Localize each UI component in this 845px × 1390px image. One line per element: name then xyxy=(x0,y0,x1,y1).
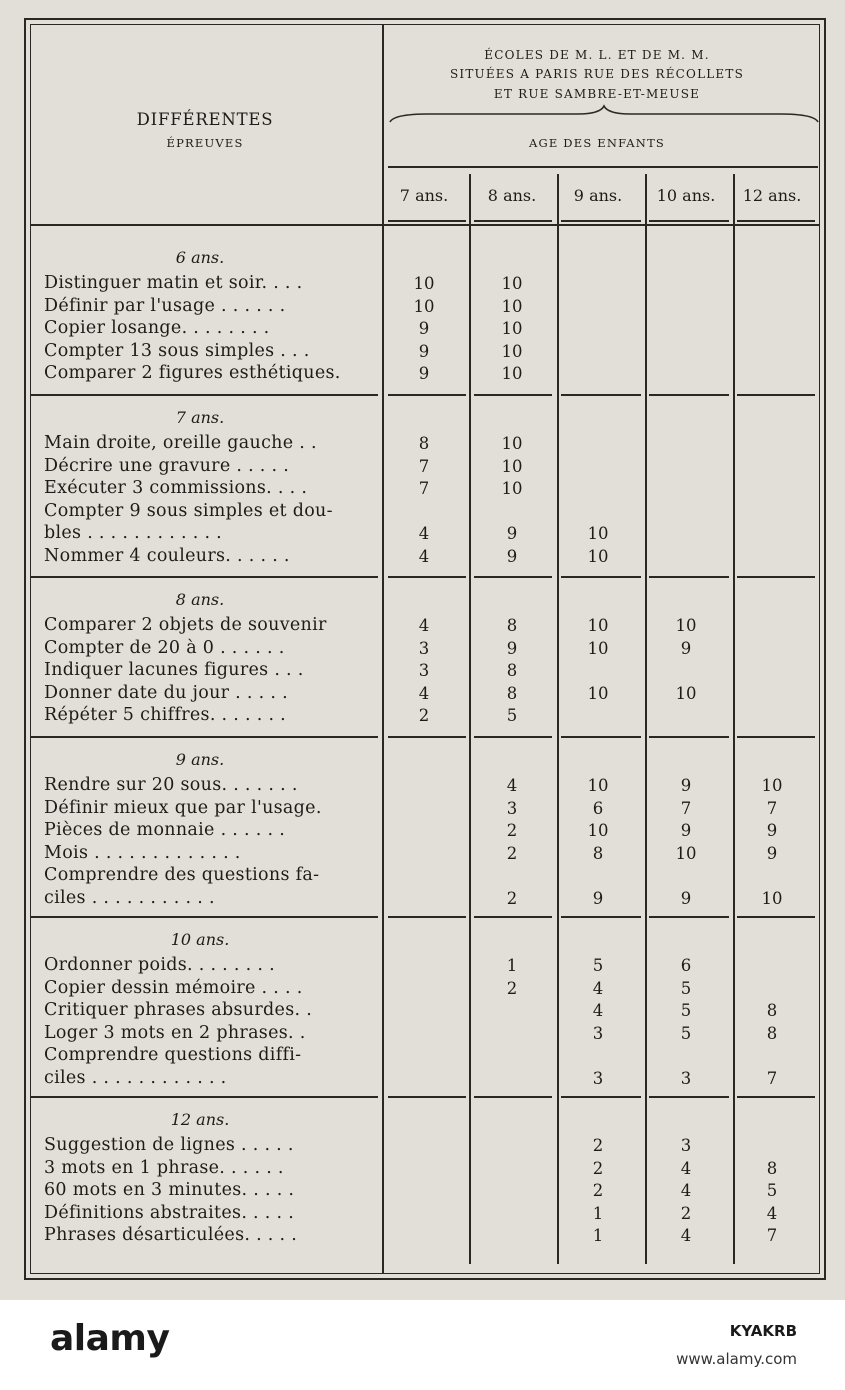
score-cell: 4 xyxy=(592,1001,604,1021)
score-cell: 10 xyxy=(587,547,609,566)
watermark-image-code: KYAKRB xyxy=(729,1322,797,1340)
section-separator xyxy=(30,394,378,396)
score-cell: 9 xyxy=(418,319,430,339)
section-separator xyxy=(737,394,815,396)
section-separator xyxy=(561,1096,641,1098)
score-cell: 10 xyxy=(675,616,697,635)
header-left-subtitle: ÉPREUVES xyxy=(166,136,244,150)
section-separator xyxy=(30,736,378,738)
test-label: Loger 3 mots en 2 phrases. . xyxy=(44,1022,306,1043)
score-cell: 3 xyxy=(592,1023,604,1043)
score-cell: 7 xyxy=(766,798,778,818)
test-label: Comprendre des questions fa- xyxy=(44,865,320,886)
age-column-header: 12 ans. xyxy=(742,186,802,205)
score-cell: 10 xyxy=(413,274,435,293)
age-section-title: 12 ans. xyxy=(170,1110,230,1129)
section-separator xyxy=(649,576,729,578)
section-separator xyxy=(649,394,729,396)
score-cell: 2 xyxy=(506,978,518,998)
section-separator xyxy=(388,916,466,918)
score-cell: 9 xyxy=(680,889,692,908)
score-cell: 2 xyxy=(592,1158,604,1178)
section-separator xyxy=(561,916,641,918)
age-section-title: 6 ans. xyxy=(175,248,225,267)
score-cell: 8 xyxy=(418,434,430,453)
test-label: Compter 9 sous simples et dou- xyxy=(44,500,333,521)
score-cell: 9 xyxy=(680,638,692,658)
score-cell: 8 xyxy=(766,1023,778,1043)
age-header-rule xyxy=(474,220,552,222)
score-cell: 4 xyxy=(592,978,604,998)
score-cell: 10 xyxy=(675,843,697,863)
section-separator xyxy=(474,736,552,738)
score-cell: 1 xyxy=(592,1203,604,1223)
score-cell: 10 xyxy=(587,638,609,658)
test-label: Compter 13 sous simples . . . xyxy=(44,340,310,361)
score-cell: 2 xyxy=(418,706,430,726)
score-cell: 3 xyxy=(592,1069,604,1088)
score-cell: 5 xyxy=(506,706,518,726)
age-caption: AGE DES ENFANTS xyxy=(528,136,666,150)
section-separator xyxy=(649,736,729,738)
section-separator xyxy=(388,394,466,396)
score-cell: 1 xyxy=(592,1226,604,1246)
score-cell: 7 xyxy=(418,479,430,499)
section-separator xyxy=(474,394,552,396)
score-cell: 2 xyxy=(592,1181,604,1201)
score-cell: 5 xyxy=(680,1001,692,1021)
score-cell: 10 xyxy=(501,479,523,499)
score-cell: 9 xyxy=(506,638,518,658)
test-label: Critiquer phrases absurdes. . xyxy=(44,1000,313,1021)
age-section-title: 10 ans. xyxy=(170,930,230,949)
test-label-continuation: bles . . . . . . . . . . . . xyxy=(44,523,223,544)
section-separator xyxy=(649,1096,729,1098)
section-separator xyxy=(30,916,378,918)
test-label: Nommer 4 couleurs. . . . . . xyxy=(44,546,290,566)
age-header-rule xyxy=(561,220,641,222)
score-cell: 5 xyxy=(680,978,692,998)
score-cell: 9 xyxy=(680,821,692,841)
score-cell: 9 xyxy=(506,547,518,566)
schools-line-2: SITUÉES A PARIS RUE DES RÉCOLLETS xyxy=(449,67,745,81)
score-cell: 10 xyxy=(501,456,523,476)
score-cell: 10 xyxy=(501,434,523,453)
section-separator xyxy=(388,736,466,738)
test-label: Copier losange. . . . . . . . xyxy=(44,318,270,339)
test-label: Distinguer matin et soir. . . . xyxy=(44,273,303,293)
score-cell: 10 xyxy=(587,821,609,841)
age-column-header: 8 ans. xyxy=(487,186,537,205)
score-cell: 8 xyxy=(766,1158,778,1178)
score-cell: 9 xyxy=(418,341,430,361)
test-label: Mois . . . . . . . . . . . . . xyxy=(44,842,241,863)
test-label: Compter de 20 à 0 . . . . . . xyxy=(44,637,285,658)
section-separator xyxy=(737,576,815,578)
score-cell: 4 xyxy=(680,1226,692,1246)
test-label: Donner date du jour . . . . . xyxy=(44,682,288,703)
age-column-header: 9 ans. xyxy=(573,186,623,205)
score-cell: 10 xyxy=(501,319,523,339)
score-cell: 4 xyxy=(766,1203,778,1223)
schools-line-1: ÉCOLES DE M. L. ET DE M. M. xyxy=(484,48,710,62)
score-cell: 10 xyxy=(587,524,609,544)
score-cell: 10 xyxy=(675,683,697,703)
score-cell: 4 xyxy=(418,524,430,544)
test-label-continuation: ciles . . . . . . . . . . . xyxy=(44,888,215,908)
test-label: Comparer 2 figures esthétiques. xyxy=(44,363,341,384)
test-label: Exécuter 3 commissions. . . . xyxy=(44,478,308,499)
score-cell: 10 xyxy=(413,296,435,316)
age-caption-divider xyxy=(388,166,818,168)
section-separator xyxy=(474,1096,552,1098)
test-label: Décrire une gravure . . . . . xyxy=(44,455,290,476)
score-cell: 5 xyxy=(680,1023,692,1043)
test-label: Suggestion de lignes . . . . . xyxy=(44,1135,294,1155)
score-cell: 9 xyxy=(506,524,518,544)
section-separator xyxy=(474,576,552,578)
age-header-rule xyxy=(649,220,729,222)
age-header-rule xyxy=(737,220,815,222)
test-label: Indiquer lacunes figures . . . xyxy=(44,660,304,681)
score-cell: 5 xyxy=(766,1181,778,1201)
score-cell: 9 xyxy=(766,843,778,863)
age-section-title: 8 ans. xyxy=(175,590,225,609)
test-label: Rendre sur 20 sous. . . . . . . xyxy=(44,775,298,795)
score-cell: 7 xyxy=(766,1226,778,1246)
score-cell: 10 xyxy=(587,616,609,635)
score-cell: 10 xyxy=(501,274,523,293)
schools-line-3: ET RUE SAMBRE-ET-MEUSE xyxy=(493,87,701,101)
header-bottom-rule xyxy=(30,224,820,226)
section-separator xyxy=(474,916,552,918)
score-cell: 4 xyxy=(680,1181,692,1201)
score-cell: 2 xyxy=(506,889,518,908)
test-label: Copier dessin mémoire . . . . xyxy=(44,977,303,998)
score-cell: 10 xyxy=(501,296,523,316)
test-label: 60 mots en 3 minutes. . . . . xyxy=(44,1180,295,1201)
score-cell: 6 xyxy=(592,798,604,818)
score-cell: 9 xyxy=(766,821,778,841)
score-cell: 10 xyxy=(587,683,609,703)
test-label: Phrases désarticulées. . . . . xyxy=(44,1225,298,1246)
test-label: Répéter 5 chiffres. . . . . . . xyxy=(44,705,287,726)
score-cell: 8 xyxy=(592,843,604,863)
score-cell: 4 xyxy=(418,616,430,635)
value-column-divider xyxy=(733,174,735,1264)
header-brace xyxy=(388,104,820,126)
score-cell: 7 xyxy=(418,456,430,476)
score-cell: 3 xyxy=(418,661,430,681)
score-cell: 8 xyxy=(766,1001,778,1021)
section-separator xyxy=(30,1096,378,1098)
score-cell: 3 xyxy=(680,1069,692,1088)
score-cell: 10 xyxy=(501,364,523,384)
score-cell: 9 xyxy=(592,889,604,908)
score-cell: 7 xyxy=(680,798,692,818)
score-cell: 7 xyxy=(766,1069,778,1088)
score-cell: 2 xyxy=(680,1203,692,1223)
section-separator xyxy=(737,1096,815,1098)
section-separator xyxy=(737,736,815,738)
test-label: Main droite, oreille gauche . . xyxy=(44,433,317,453)
score-cell: 3 xyxy=(680,1136,692,1155)
score-cell: 8 xyxy=(506,616,518,635)
score-cell: 4 xyxy=(418,547,430,566)
section-separator xyxy=(30,576,378,578)
test-label: 3 mots en 1 phrase. . . . . . xyxy=(44,1157,284,1178)
section-separator xyxy=(737,916,815,918)
value-column-divider xyxy=(557,174,559,1264)
age-column-header: 7 ans. xyxy=(399,186,449,205)
section-separator xyxy=(388,1096,466,1098)
header-left-title: DIFFÉRENTES xyxy=(136,110,274,129)
age-header-rule xyxy=(388,220,466,222)
test-label: Pièces de monnaie . . . . . . xyxy=(44,820,286,841)
section-separator xyxy=(561,736,641,738)
score-cell: 3 xyxy=(418,638,430,658)
watermark-logo: alamy xyxy=(50,1318,170,1359)
score-cell: 9 xyxy=(680,776,692,795)
section-separator xyxy=(561,394,641,396)
section-separator xyxy=(649,916,729,918)
score-cell: 6 xyxy=(680,956,692,975)
score-cell: 4 xyxy=(506,776,518,795)
score-cell: 10 xyxy=(761,776,783,795)
section-separator xyxy=(561,576,641,578)
score-cell: 2 xyxy=(592,1136,604,1155)
test-label: Définir mieux que par l'usage. xyxy=(44,797,322,818)
watermark-url: www.alamy.com xyxy=(676,1350,797,1368)
value-column-divider xyxy=(645,174,647,1264)
test-label: Comparer 2 objets de souvenir xyxy=(44,615,327,635)
score-cell: 10 xyxy=(501,341,523,361)
age-section-title: 9 ans. xyxy=(175,750,225,769)
test-label: Comprendre questions diffi- xyxy=(44,1045,302,1066)
score-cell: 4 xyxy=(418,683,430,703)
score-cell: 3 xyxy=(506,798,518,818)
test-label: Définir par l'usage . . . . . . xyxy=(44,295,286,316)
score-cell: 5 xyxy=(592,956,604,975)
age-section-title: 7 ans. xyxy=(175,408,225,427)
section-separator xyxy=(388,576,466,578)
test-label: Ordonner poids. . . . . . . . xyxy=(44,955,275,975)
test-label: Définitions abstraites. . . . . xyxy=(44,1202,295,1223)
age-column-header: 10 ans. xyxy=(656,186,716,205)
score-cell: 2 xyxy=(506,821,518,841)
value-column-divider xyxy=(469,174,471,1264)
score-cell: 9 xyxy=(418,364,430,384)
score-cell: 4 xyxy=(680,1158,692,1178)
score-cell: 8 xyxy=(506,661,518,681)
label-column-divider xyxy=(382,24,384,1274)
test-label-continuation: ciles . . . . . . . . . . . . xyxy=(44,1068,227,1088)
score-cell: 8 xyxy=(506,683,518,703)
score-cell: 1 xyxy=(506,956,518,975)
score-cell: 10 xyxy=(587,776,609,795)
score-cell: 2 xyxy=(506,843,518,863)
score-cell: 10 xyxy=(761,889,783,908)
